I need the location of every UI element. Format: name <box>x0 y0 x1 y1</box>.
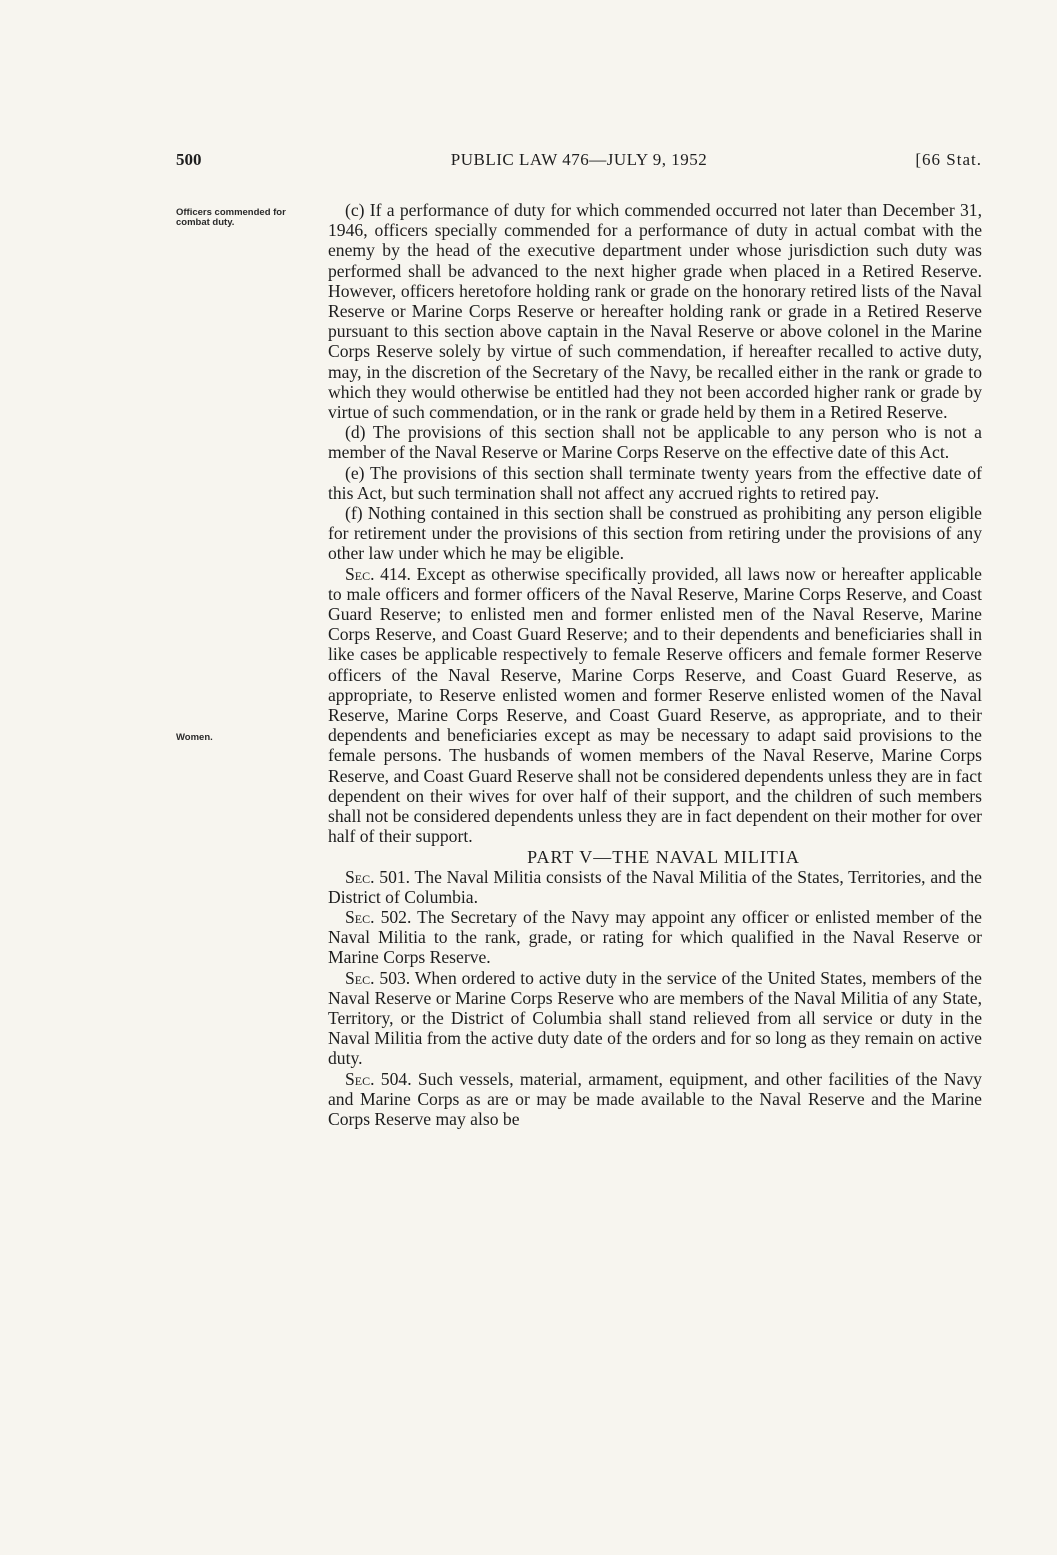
section-504 <box>328 1069 982 1130</box>
running-title: PUBLIC LAW 476—JULY 9, 1952 <box>450 150 708 169</box>
margin-note-officers-commended: Officers commended for combat duty. <box>176 207 286 228</box>
section-text: The Secretary of the Navy may appoint any officer or enlisted member of the Naval Militia to the rank, grade, or rating for which qualified in the Naval Reserve or Marine Corps Reserve. <box>328 906 982 968</box>
page-header <box>176 150 982 174</box>
section-text: Such vessels, material, armament, equipment, and other facilities of the Navy and Marine Corps as are or may be made available to the Naval Reserve and the Marine Corps Reserve may also be <box>328 1068 982 1129</box>
paragraph-d: (d) The provisions of this section shall not be applicable to any person who is not a member of the Naval Reserve or Marine Corps Reserve on the effective date of this Act. <box>328 422 982 463</box>
section-label: Sec. 502. <box>345 906 412 927</box>
section-label: Sec. 503. <box>345 967 411 988</box>
part-heading: PART V—THE NAVAL MILITIA <box>527 846 800 867</box>
section-501 <box>328 867 982 907</box>
paragraph-c: (c) If a performance of duty for which commended occurred not later than December 31, 1946, officers specially commended for a performance of duty in actual combat with the enemy by the head of the executive department under whose jurisdiction such duty was performed shall be advanced to the next higher grade when placed in a Retired Reserve. However, officers heretofore holding rank or grade on the honorary retired lists of the Naval Reserve or Marine Corps Reserve or hereafter holding rank or grade in a Retired Reserve pursuant to this section above captain in the Naval Reserve or above colonel in the Marine Corps Reserve solely by virtue of such commendation, if hereafter recalled to active duty, may, in the discretion of the Secretary of the Navy, be recalled either in the rank or grade to which they would otherwise be entitled had they not been accorded higher rank or grade by virtue of such commendation, or in the rank or grade held by them in a Retired Reserve. <box>328 200 982 423</box>
statute-reference: [66 Stat. <box>915 150 982 169</box>
section-text: When ordered to active duty in the service of the United States, members of the Naval Reserve or Marine Corps Reserve who are members of the Naval Militia of any State, Territory, or the District of Columbia shall stand relieved from all service or duty in the Naval Militia from the active duty date of the orders and for so long as they remain on active duty. <box>328 967 982 1069</box>
section-502 <box>328 907 982 968</box>
paragraph-f: (f) Nothing contained in this section shall be construed as prohibiting any person eligible for retirement under the provisions of this section from retiring under the provisions of any other law under which he may be eligible. <box>328 503 982 564</box>
section-label: Sec. 414. <box>345 563 411 584</box>
section-label: Sec. 504. <box>345 1068 412 1089</box>
section-503 <box>328 968 982 1069</box>
section-label: Sec. 501. <box>345 866 411 887</box>
body-text <box>328 200 982 1129</box>
section-414 <box>328 564 982 847</box>
paragraph-e: (e) The provisions of this section shall terminate twenty years from the effective date of this Act, but such termination shall not affect any accrued rights to retired pay. <box>328 462 982 503</box>
margin-note-women: Women. <box>176 732 213 743</box>
page-number: 500 <box>176 150 202 169</box>
section-text: Except as otherwise specifically provided, all laws now or hereafter applicable to male officers and former officers of the Naval Reserve, Marine Corps Reserve, and Coast Guard Reserve; to enlisted men and former enlisted men of the Naval Reserve, Marine Corps Reserve, and Coast Guard Reserve; and to their dependents and beneficiaries shall in like cases be applicable respectively to female Reserve officers and female former Reserve officers of the Naval Reserve, Marine Corps Reserve, and Coast Guard Reserve, as appropriate, to Reserve enlisted women and former Reserve enlisted women of the Naval Reserve, Marine Corps Reserve, and Coast Guard Reserve, as appropriate, and to their dependents and beneficiaries except as may be necessary to adapt said provisions to the female persons. The husbands of women members of the Naval Reserve, Marine Corps Reserve, and Coast Guard Reserve shall not be considered dependents unless they are in fact dependent on their wives for over half of their support, and the children of such members shall not be considered dependents unless they are in fact dependent on their mother for over half of their support. <box>328 563 982 847</box>
section-text: The Naval Militia consists of the Naval Militia of the States, Territories, and the District of Columbia. <box>328 866 982 907</box>
